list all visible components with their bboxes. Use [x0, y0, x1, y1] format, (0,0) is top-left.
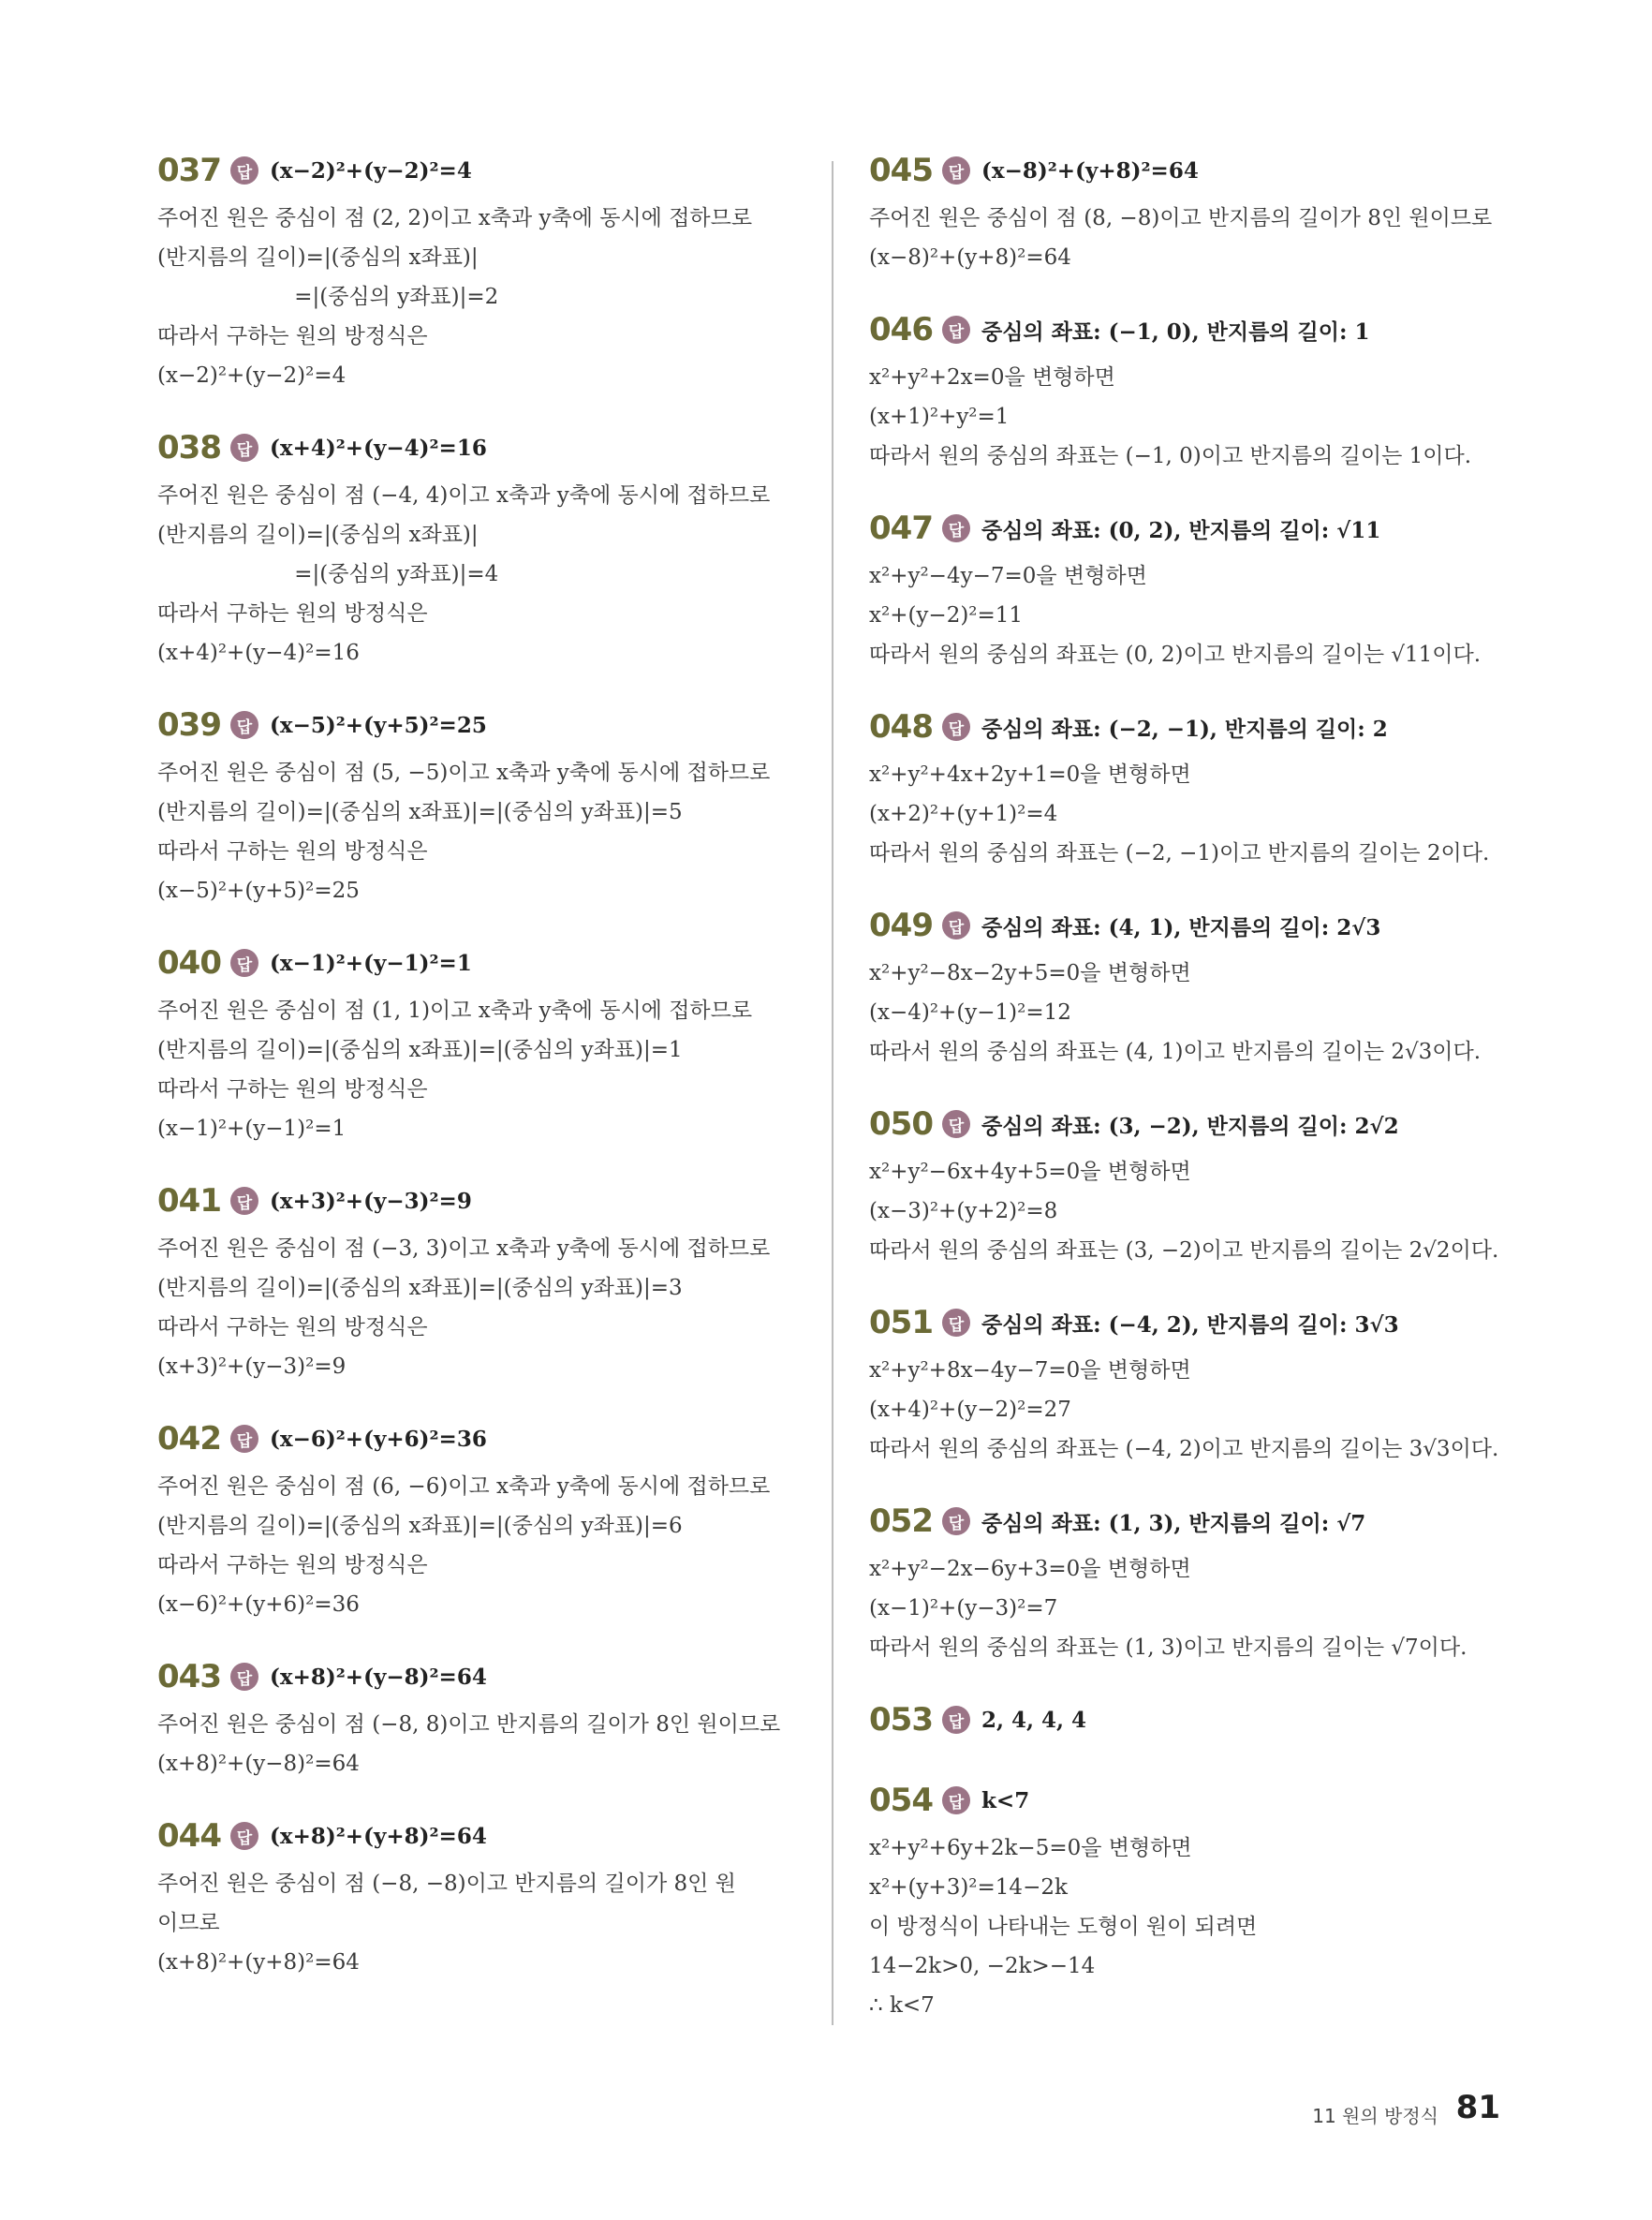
problem-number: 054 — [869, 1782, 933, 1819]
answer-text: 중심의 좌표: (−2, −1), 반지름의 길이: 2 — [981, 716, 1388, 742]
solution-line: (x+4)²+(y−2)²=27 — [869, 1398, 1071, 1422]
problem-number: 047 — [869, 510, 933, 547]
answer-text: (x−6)²+(y+6)²=36 — [269, 1426, 487, 1452]
problem-number: 037 — [157, 152, 221, 189]
problem-039 — [157, 697, 813, 910]
answer-badge-icon: 답 — [942, 713, 970, 741]
solution-line: (반지름의 길이)=|(중심의 x좌표)|=|(중심의 y좌표)|=5 — [157, 800, 683, 824]
answer-text: (x−2)²+(y−2)²=4 — [269, 157, 472, 184]
right-column — [869, 142, 1525, 2050]
solution-line: x²+y²+2x=0을 변형하면 — [869, 365, 1115, 390]
answer-text: 중심의 좌표: (−4, 2), 반지름의 길이: 3√3 — [981, 1311, 1399, 1338]
problem-054 — [869, 1772, 1525, 2025]
solution-line: (x+8)²+(y−8)²=64 — [157, 1752, 360, 1776]
problem-number: 038 — [157, 429, 221, 466]
problem-052 — [869, 1493, 1525, 1667]
solution-line: 따라서 원의 중심의 좌표는 (0, 2)이고 반지름의 길이는 √11이다. — [869, 643, 1482, 667]
answer-text: (x−5)²+(y+5)²=25 — [269, 712, 487, 738]
answer-text: 중심의 좌표: (3, −2), 반지름의 길이: 2√2 — [981, 1113, 1399, 1139]
chapter-label: 11 원의 방정식 — [1312, 2105, 1438, 2127]
answer-text: 중심의 좌표: (0, 2), 반지름의 길이: √11 — [981, 517, 1381, 543]
problem-047 — [869, 500, 1525, 674]
solution-line: 이므로 — [157, 1911, 220, 1935]
solution-line: (x+3)²+(y−3)²=9 — [157, 1354, 347, 1379]
solution-line: (x−4)²+(y−1)²=12 — [869, 1000, 1071, 1025]
problem-header — [869, 142, 1525, 199]
answer-badge-icon: 답 — [942, 1786, 970, 1814]
problem-051 — [869, 1295, 1525, 1469]
solution-line: x²+y²−4y−7=0을 변형하면 — [869, 564, 1147, 588]
problem-header — [869, 897, 1525, 954]
solution-line: 주어진 원은 중심이 점 (5, −5)이고 x축과 y축에 동시에 접하므로 — [157, 761, 771, 785]
answer-badge-icon: 답 — [942, 1110, 970, 1138]
solution-line: x²+y²+8x−4y−7=0을 변형하면 — [869, 1358, 1191, 1383]
problem-number: 046 — [869, 311, 933, 348]
problem-045 — [869, 142, 1525, 277]
problem-header — [157, 1173, 813, 1229]
problem-number: 045 — [869, 152, 933, 189]
problem-048 — [869, 699, 1525, 873]
solution-line: (x−5)²+(y+5)²=25 — [157, 879, 360, 903]
problem-header — [869, 1692, 1525, 1748]
solution-line: x²+y²+4x+2y+1=0을 변형하면 — [869, 762, 1191, 787]
problem-number: 041 — [157, 1182, 221, 1220]
answer-badge-icon: 답 — [230, 711, 258, 739]
problem-number: 040 — [157, 944, 221, 982]
answer-text: 중심의 좌표: (4, 1), 반지름의 길이: 2√3 — [981, 914, 1381, 940]
answer-text: (x+8)²+(y−8)²=64 — [269, 1664, 487, 1690]
problem-header — [869, 1096, 1525, 1152]
answer-text: (x+8)²+(y+8)²=64 — [269, 1823, 487, 1849]
answer-badge-icon: 답 — [942, 316, 970, 344]
answer-badge-icon: 답 — [942, 911, 970, 940]
problem-header — [869, 1493, 1525, 1549]
answer-text: 2, 4, 4, 4 — [981, 1707, 1087, 1733]
problem-037 — [157, 142, 813, 395]
problem-header — [869, 500, 1525, 556]
solution-line: 따라서 원의 중심의 좌표는 (1, 3)이고 반지름의 길이는 √7이다. — [869, 1635, 1468, 1660]
solution-line: 이 방정식이 나타내는 도형이 원이 되려면 — [869, 1915, 1258, 1939]
solution-line: 따라서 구하는 원의 방정식은 — [157, 1077, 428, 1102]
solution-line: (반지름의 길이)=|(중심의 x좌표)| — [157, 245, 479, 270]
answer-badge-icon: 답 — [230, 156, 258, 185]
solution-line: (반지름의 길이)=|(중심의 x좌표)|=|(중심의 y좌표)|=3 — [157, 1276, 683, 1300]
solution-line: x²+y²−8x−2y+5=0을 변형하면 — [869, 961, 1191, 985]
solution-line: (반지름의 길이)=|(중심의 x좌표)| — [157, 523, 479, 547]
solution-line: 주어진 원은 중심이 점 (8, −8)이고 반지름의 길이가 8인 원이므로 — [869, 206, 1493, 230]
problem-050 — [869, 1096, 1525, 1270]
problem-header — [157, 1808, 813, 1864]
solution-line: 따라서 구하는 원의 방정식은 — [157, 1315, 428, 1339]
problem-number: 050 — [869, 1105, 933, 1143]
solution-line: 주어진 원은 중심이 점 (1, 1)이고 x축과 y축에 동시에 접하므로 — [157, 999, 753, 1023]
problem-header — [157, 697, 813, 753]
solution-line: 따라서 구하는 원의 방정식은 — [157, 1553, 428, 1577]
problem-041 — [157, 1173, 813, 1386]
solution-line: x²+(y+3)²=14−2k — [869, 1875, 1068, 1900]
solution-line: (x+4)²+(y−4)²=16 — [157, 641, 360, 665]
solution-line: 따라서 원의 중심의 좌표는 (3, −2)이고 반지름의 길이는 2√2이다. — [869, 1238, 1499, 1263]
problem-number: 042 — [157, 1420, 221, 1458]
answer-badge-icon: 답 — [230, 1822, 258, 1850]
solution-line: 따라서 원의 중심의 좌표는 (−1, 0)이고 반지름의 길이는 1이다. — [869, 444, 1472, 468]
solution-line: 주어진 원은 중심이 점 (−8, 8)이고 반지름의 길이가 8인 원이므로 — [157, 1712, 781, 1737]
problem-044 — [157, 1808, 813, 1982]
problem-043 — [157, 1649, 813, 1783]
answer-text: k<7 — [981, 1787, 1030, 1813]
solution-line: 주어진 원은 중심이 점 (2, 2)이고 x축과 y축에 동시에 접하므로 — [157, 206, 753, 230]
column-divider — [832, 161, 833, 2025]
solution-line: 따라서 구하는 원의 방정식은 — [157, 839, 428, 864]
solution-line: x²+y²−6x+4y+5=0을 변형하면 — [869, 1160, 1191, 1184]
solution-line: 따라서 구하는 원의 방정식은 — [157, 324, 428, 348]
answer-badge-icon: 답 — [942, 1507, 970, 1535]
solution-line: 따라서 원의 중심의 좌표는 (−4, 2)이고 반지름의 길이는 3√3이다. — [869, 1437, 1499, 1461]
solution-line: (x+1)²+y²=1 — [869, 405, 1010, 429]
solution-line: (x−2)²+(y−2)²=4 — [157, 363, 347, 388]
problem-number: 039 — [157, 706, 221, 744]
solution-line: 주어진 원은 중심이 점 (−4, 4)이고 x축과 y축에 동시에 접하므로 — [157, 483, 771, 508]
answer-badge-icon: 답 — [230, 949, 258, 977]
problem-header — [869, 1772, 1525, 1828]
solution-line: 따라서 구하는 원의 방정식은 — [157, 601, 428, 626]
answer-text: (x−1)²+(y−1)²=1 — [269, 950, 472, 976]
problem-049 — [869, 897, 1525, 1072]
problem-number: 044 — [157, 1817, 221, 1855]
answer-text: (x+3)²+(y−3)²=9 — [269, 1188, 472, 1214]
problem-number: 048 — [869, 708, 933, 746]
solution-line: x²+y²+6y+2k−5=0을 변형하면 — [869, 1836, 1192, 1860]
solution-line: (반지름의 길이)=|(중심의 x좌표)|=|(중심의 y좌표)|=6 — [157, 1514, 683, 1538]
answer-text: (x+4)²+(y−4)²=16 — [269, 435, 487, 461]
solution-line: 주어진 원은 중심이 점 (−8, −8)이고 반지름의 길이가 8인 원 — [157, 1872, 736, 1896]
solution-line: 14−2k>0, −2k>−14 — [869, 1954, 1096, 1978]
solution-line: (x+8)²+(y+8)²=64 — [157, 1950, 360, 1975]
answer-text: (x−8)²+(y+8)²=64 — [981, 157, 1199, 184]
problem-038 — [157, 420, 813, 673]
answer-badge-icon: 답 — [230, 1663, 258, 1691]
page-number: 81 — [1455, 2089, 1500, 2126]
solution-line: (x−8)²+(y+8)²=64 — [869, 245, 1071, 270]
problem-header — [869, 302, 1525, 358]
solution-line: (반지름의 길이)=|(중심의 x좌표)|=|(중심의 y좌표)|=1 — [157, 1038, 683, 1062]
problem-number: 049 — [869, 907, 933, 944]
answer-badge-icon: 답 — [942, 514, 970, 542]
solution-line: x²+y²−2x−6y+3=0을 변형하면 — [869, 1557, 1191, 1581]
problem-number: 043 — [157, 1658, 221, 1695]
problem-number: 053 — [869, 1701, 933, 1739]
answer-text: 중심의 좌표: (−1, 0), 반지름의 길이: 1 — [981, 318, 1370, 345]
problem-046 — [869, 302, 1525, 476]
problem-042 — [157, 1411, 813, 1624]
solution-line: x²+(y−2)²=11 — [869, 603, 1024, 628]
answer-badge-icon: 답 — [230, 1187, 258, 1215]
solution-line: (x−1)²+(y−1)²=1 — [157, 1117, 347, 1141]
solution-line: 주어진 원은 중심이 점 (−3, 3)이고 x축과 y축에 동시에 접하므로 — [157, 1236, 771, 1261]
solution-line: 따라서 원의 중심의 좌표는 (−2, −1)이고 반지름의 길이는 2이다. — [869, 841, 1490, 866]
problem-header — [869, 1295, 1525, 1351]
solution-line: (x−3)²+(y+2)²=8 — [869, 1199, 1058, 1223]
problem-number: 051 — [869, 1304, 933, 1341]
problem-header — [157, 420, 813, 476]
answer-badge-icon: 답 — [230, 1425, 258, 1453]
problem-header — [157, 1649, 813, 1705]
answer-badge-icon: 답 — [942, 1309, 970, 1337]
problem-header — [869, 699, 1525, 755]
answer-badge-icon: 답 — [942, 1706, 970, 1734]
problem-number: 052 — [869, 1502, 933, 1540]
answer-badge-icon: 답 — [230, 434, 258, 462]
problem-053 — [869, 1692, 1525, 1748]
left-column — [157, 142, 813, 2006]
solution-line: =|(중심의 y좌표)|=4 — [157, 562, 499, 586]
solution-line: ∴ k<7 — [869, 1993, 935, 2018]
problem-header — [157, 1411, 813, 1467]
solution-line: 주어진 원은 중심이 점 (6, −6)이고 x축과 y축에 동시에 접하므로 — [157, 1474, 771, 1499]
problem-040 — [157, 935, 813, 1148]
answer-text: 중심의 좌표: (1, 3), 반지름의 길이: √7 — [981, 1510, 1366, 1536]
problem-header — [157, 142, 813, 199]
solution-line: 따라서 원의 중심의 좌표는 (4, 1)이고 반지름의 길이는 2√3이다. — [869, 1040, 1482, 1064]
problem-header — [157, 935, 813, 991]
solution-line: =|(중심의 y좌표)|=2 — [157, 285, 499, 309]
answer-badge-icon: 답 — [942, 156, 970, 185]
solution-line: (x−6)²+(y+6)²=36 — [157, 1592, 360, 1617]
solution-line: (x−1)²+(y−3)²=7 — [869, 1596, 1058, 1621]
solution-line: (x+2)²+(y+1)²=4 — [869, 802, 1058, 826]
